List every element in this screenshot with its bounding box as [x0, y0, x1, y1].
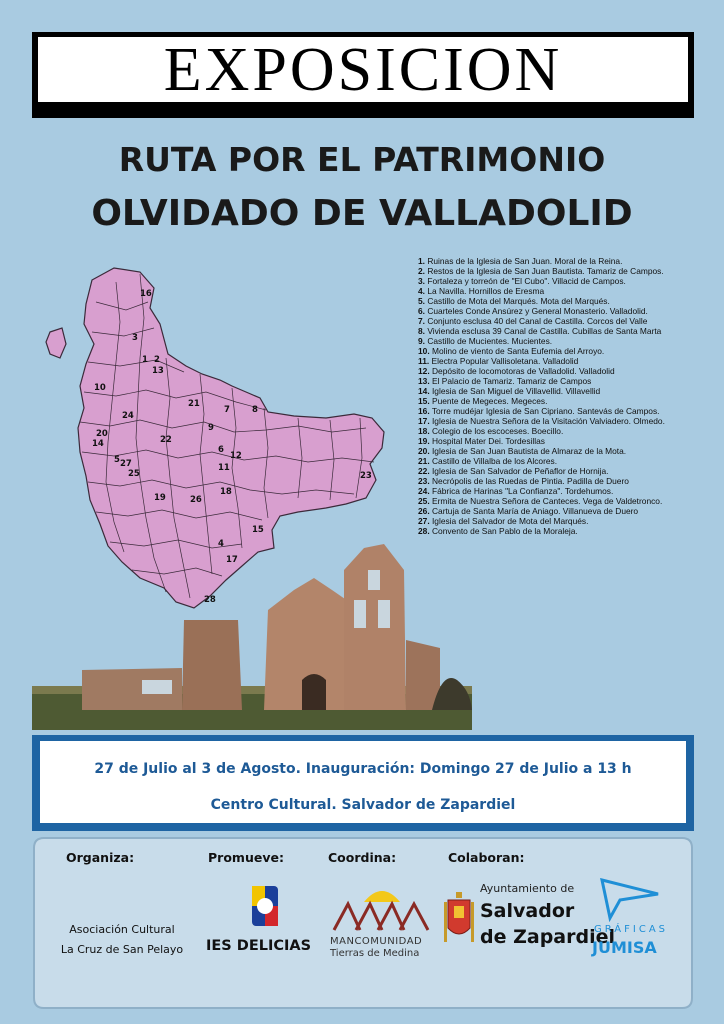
map-label: 23 [360, 471, 372, 481]
site-number: 21. [418, 456, 430, 466]
site-text: Hospital Mater Dei. Tordesillas [431, 436, 545, 446]
site-text: Restos de la Iglesia de San Juan Bautista. Tamariz de Campos. [427, 266, 664, 276]
church-door [302, 674, 326, 710]
graficas-line-2: JUMISA [592, 938, 657, 957]
map-label: 14 [92, 439, 104, 449]
map-label: 25 [128, 469, 140, 479]
site-item [418, 416, 710, 426]
site-item [418, 526, 710, 536]
site-text: Iglesia de San Salvador de Peñaflor de Hornija. [431, 466, 609, 476]
site-number: 14. [418, 386, 430, 396]
side-wall [406, 640, 440, 710]
bell-tower [344, 544, 406, 710]
site-item [418, 256, 710, 266]
map-label: 16 [140, 289, 152, 299]
map-label: 12 [230, 451, 242, 461]
dates-text: 27 de Julio al 3 de Agosto. Inauguración: Domingo 27 de Julio a 13 h [94, 761, 632, 777]
site-text: Puente de Megeces. Megeces. [431, 396, 548, 406]
site-item [418, 326, 710, 336]
site-text: Depósito de locomotoras de Valladolid. Valladolid [431, 366, 615, 376]
site-number: 16. [418, 406, 430, 416]
site-item [418, 456, 710, 466]
ayuntamiento-line-1: Ayuntamiento de [480, 882, 575, 895]
site-item [418, 286, 710, 296]
map-label: 1 [142, 355, 148, 365]
site-text: Conjunto esclusa 40 del Canal de Castilla. Corcos del Valle [427, 316, 648, 326]
map-label: 28 [204, 595, 216, 605]
map-label: 11 [218, 463, 230, 473]
map-label: 5 [114, 455, 120, 465]
site-number: 7. [418, 316, 425, 326]
site-number: 20. [418, 446, 430, 456]
site-item [418, 386, 710, 396]
site-item [418, 506, 710, 516]
ayuntamiento-line-3: de Zapardiel [480, 926, 616, 948]
site-number: 26. [418, 506, 430, 516]
site-item [418, 426, 710, 436]
site-text: Convento de San Pablo de la Moraleja. [431, 526, 578, 536]
site-item [418, 476, 710, 486]
site-number: 13. [418, 376, 430, 386]
site-item [418, 276, 710, 286]
site-number: 5. [418, 296, 425, 306]
site-item [418, 376, 710, 386]
site-number: 6. [418, 306, 425, 316]
site-text: Castillo de Mucientes. Mucientes. [427, 336, 553, 346]
site-number: 17. [418, 416, 430, 426]
northwest-lobe [46, 328, 66, 358]
site-number: 18. [418, 426, 430, 436]
exhibition-title: EXPOSICION [163, 35, 563, 104]
site-text: Ermita de Nuestra Señora de Canteces. Vega de Valdetronco. [431, 496, 663, 506]
wall-opening [142, 680, 172, 694]
colaboran-label: Colaboran: [448, 850, 525, 865]
map-label: 22 [160, 435, 172, 445]
site-item [418, 406, 710, 416]
sites-list [418, 256, 710, 536]
site-number: 12. [418, 366, 430, 376]
site-item [418, 336, 710, 346]
site-item [418, 266, 710, 276]
ies-delicias-logo-icon [250, 884, 280, 928]
site-item [418, 486, 710, 496]
site-item [418, 516, 710, 526]
title-banner [32, 32, 694, 118]
site-number: 27. [418, 516, 430, 526]
site-text: Necrópolis de las Ruedas de Pintia. Padilla de Duero [431, 476, 629, 486]
site-number: 2. [418, 266, 425, 276]
site-item [418, 436, 710, 446]
bell-opening-2 [378, 600, 390, 628]
site-number: 19. [418, 436, 430, 446]
site-text: El Palacio de Tamariz. Tamariz de Campos [431, 376, 592, 386]
site-number: 11. [418, 356, 430, 366]
site-text: Cuarteles Conde Ansúrez y General Monasterio. Valladolid. [427, 306, 648, 316]
info-banner [32, 735, 694, 831]
map-label: 27 [120, 459, 132, 469]
mancomunidad-sub: Tierras de Medina [330, 948, 420, 959]
organizer-line-1: Asociación Cultural [69, 923, 175, 936]
site-text: Torre mudéjar Iglesia de San Cipriano. Santevás de Campos. [431, 406, 660, 416]
map-label: 19 [154, 493, 166, 503]
venue-text: Centro Cultural. Salvador de Zapardiel [210, 797, 516, 813]
site-number: 1. [418, 256, 425, 266]
graficas-line-1: GRÁFICAS [594, 924, 669, 935]
site-text: Molino de viento de Santa Eufemia del Arroyo. [431, 346, 605, 356]
bell-opening-3 [368, 570, 380, 590]
map-label: 10 [94, 383, 106, 393]
site-item [418, 466, 710, 476]
bell-opening-1 [354, 600, 366, 628]
site-number: 8. [418, 326, 425, 336]
site-item [418, 316, 710, 326]
site-number: 22. [418, 466, 430, 476]
site-item [418, 346, 710, 356]
mancomunidad-logo-icon [330, 882, 434, 936]
site-item [418, 356, 710, 366]
site-item [418, 306, 710, 316]
organizer-name [52, 920, 192, 960]
map-label: 20 [96, 429, 108, 439]
map-label: 2 [154, 355, 160, 365]
site-number: 4. [418, 286, 425, 296]
site-number: 15. [418, 396, 430, 406]
promueve-label: Promueve: [208, 850, 284, 865]
map-label: 9 [208, 423, 214, 433]
site-number: 24. [418, 486, 430, 496]
site-item [418, 296, 710, 306]
site-item [418, 496, 710, 506]
site-item [418, 446, 710, 456]
site-text: Fortaleza y torreón de "El Cubo". Villacid de Campos. [427, 276, 626, 286]
map-label: 4 [218, 539, 224, 549]
paper-plane-icon [600, 874, 660, 922]
site-text: Iglesia de San Juan Bautista de Almaraz de la Mota. [431, 446, 627, 456]
info-banner-inner [40, 741, 686, 823]
mancomunidad-name: MANCOMUNIDAD [330, 936, 423, 947]
site-number: 23. [418, 476, 430, 486]
site-number: 10. [418, 346, 430, 356]
site-text: Castillo de Villalba de los Alcores. [431, 456, 558, 466]
site-text: Fábrica de Harinas "La Confianza". Tordehumos. [431, 486, 614, 496]
site-number: 3. [418, 276, 425, 286]
map-label: 13 [152, 366, 164, 376]
site-text: Castillo de Mota del Marqués. Mota del Marqués. [427, 296, 610, 306]
map-label: 6 [218, 445, 224, 455]
site-text: Iglesia de Nuestra Señora de la Visitación Valviadero. Olmedo. [431, 416, 665, 426]
site-text: Iglesia del Salvador de Mota del Marqués. [431, 516, 589, 526]
title-banner-inner [38, 37, 688, 102]
organiza-label: Organiza: [66, 850, 135, 865]
map-label: 8 [252, 405, 258, 415]
site-text: Colegio de los escoceses. Boecillo. [431, 426, 564, 436]
subtitle-line-1: RUTA POR EL PATRIMONIO [118, 140, 606, 179]
map-label: 17 [226, 555, 238, 565]
site-text: Ruinas de la Iglesia de San Juan. Moral de la Reina. [427, 256, 623, 266]
map-label: 15 [252, 525, 264, 535]
map-label: 24 [122, 411, 134, 421]
ruins-photo [32, 540, 472, 730]
map-label: 7 [224, 405, 230, 415]
site-text: Cartuja de Santa María de Aniago. Villanueva de Duero [431, 506, 639, 516]
map-label: 21 [188, 399, 200, 409]
sponsors-panel [30, 834, 696, 1012]
coat-of-arms-icon [444, 892, 474, 948]
site-number: 25. [418, 496, 430, 506]
site-item [418, 396, 710, 406]
site-text: La Navilla. Hornillos de Eresma [427, 286, 545, 296]
organizer-line-2: La Cruz de San Pelayo [60, 943, 184, 956]
coordina-label: Coordina: [328, 850, 397, 865]
site-item [418, 366, 710, 376]
ies-delicias-name: IES DELICIAS [206, 938, 312, 954]
map-label: 26 [190, 495, 202, 505]
subtitle-line-2: OLVIDADO DE VALLADOLID [91, 193, 633, 234]
left-tower [182, 620, 242, 710]
site-text: Vivienda esclusa 39 Canal de Castilla. Cubillas de Santa Marta [427, 326, 662, 336]
ayuntamiento-line-2: Salvador [480, 900, 575, 922]
map-label: 3 [132, 333, 138, 343]
site-number: 28. [418, 526, 430, 536]
site-text: Electra Popular Vallisoletana. Valladolid [431, 356, 579, 366]
site-text: Iglesia de San Miguel de Villavellid. Villavellid [431, 386, 601, 396]
map-label: 18 [220, 487, 232, 497]
site-number: 9. [418, 336, 425, 346]
